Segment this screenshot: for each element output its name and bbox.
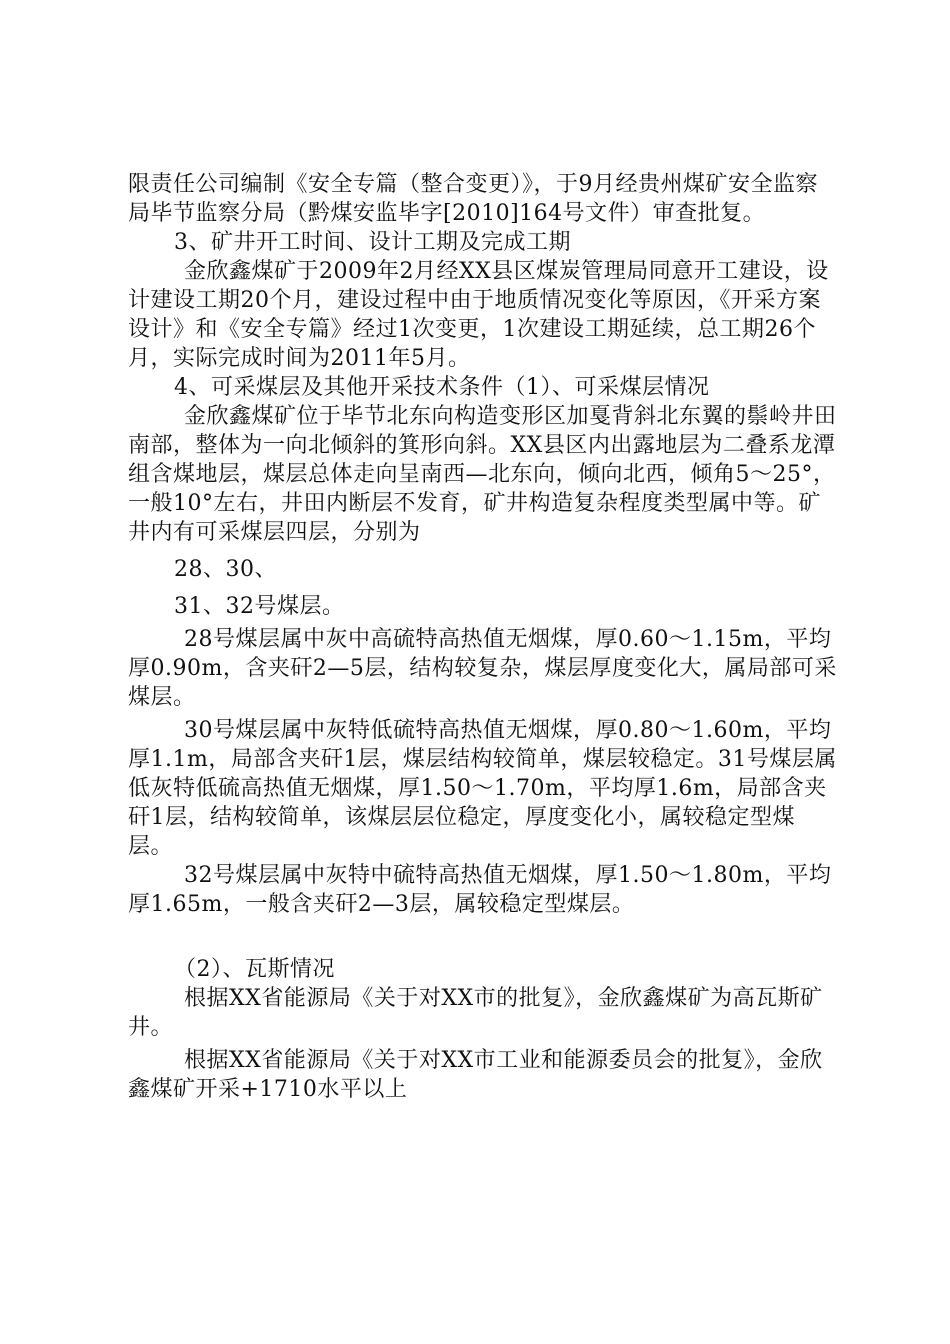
paragraph-approval: 限责任公司编制《安全专篇（整合变更）》，于9月经贵州煤矿安全监察局毕节监察分局（黔煤安监毕字[2010]164号文件）审查批复。 <box>128 172 818 226</box>
paragraph-construction-schedule: 金欣鑫煤矿于2009年2月经XX县区煤炭管理局同意开工建设，设计建设工期20个月，建设过程中由于地质情况变化等原因，《开采方案设计》和《安全专篇》经过1次变更，1次建设工期延续，总工期26个月，实际完成时间为2011年5月。 <box>128 259 829 371</box>
paragraph-gas-approval-2: 根据XX省能源局《关于对XX市工业和能源委员会的批复》，金欣鑫煤矿开采+1710水平以上 <box>128 1048 823 1102</box>
paragraph-geology: 金欣鑫煤矿位于毕节北东向构造变形区加戛背斜北东翼的鬃岭井田南部，整体为一向北倾斜的箕形向斜。XX县区内出露地层为二叠系龙潭组含煤地层，煤层总体走向呈南西—北东向，倾向北西，倾角5～25°，一般10°左右，井田内断层不发育，矿井构造复杂程度类型属中等。矿井内有可采煤层四层，分别为 <box>128 404 837 545</box>
paragraph-gas-approval-1: 根据XX省能源局《关于对XX市的批复》，金欣鑫煤矿为高瓦斯矿井。 <box>128 986 823 1040</box>
heading-construction-schedule: 3、矿井开工时间、设计工期及完成工期 <box>174 230 571 255</box>
paragraph-seam-28: 28号煤层属中灰中高硫特高热值无烟煤，厚0.60～1.15m，平均厚0.90m，含夹矸2—5层，结构较复杂，煤层厚度变化大，属局部可采煤层。 <box>128 627 837 710</box>
paragraph-seam-list-1: 28、30、 <box>174 557 277 582</box>
heading-gas-conditions: （2）、瓦斯情况 <box>174 957 335 982</box>
paragraph-seam-30-31: 30号煤层属中灰特低硫特高热值无烟煤，厚0.80～1.60m，平均厚1.1m，局部含夹矸1层，煤层结构较简单，煤层较稳定。31号煤层属低灰特低硫高热值无烟煤，厚1.50～1.70m，平均厚1.6m，局部含夹矸1层，结构较简单，该煤层层位稳定，厚度变化小，属较稳定型煤层。 <box>128 718 837 859</box>
heading-minable-seams: 4、可采煤层及其他开采技术条件（1）、可采煤层情况 <box>174 375 710 400</box>
document-body <box>128 170 838 1104</box>
paragraph-seam-32: 32号煤层属中灰特中硫特高热值无烟煤，厚1.50～1.80m，平均厚1.65m，一般含夹矸2—3层，属较稳定型煤层。 <box>128 863 832 917</box>
paragraph-seam-list-2: 31、32号煤层。 <box>174 594 345 619</box>
